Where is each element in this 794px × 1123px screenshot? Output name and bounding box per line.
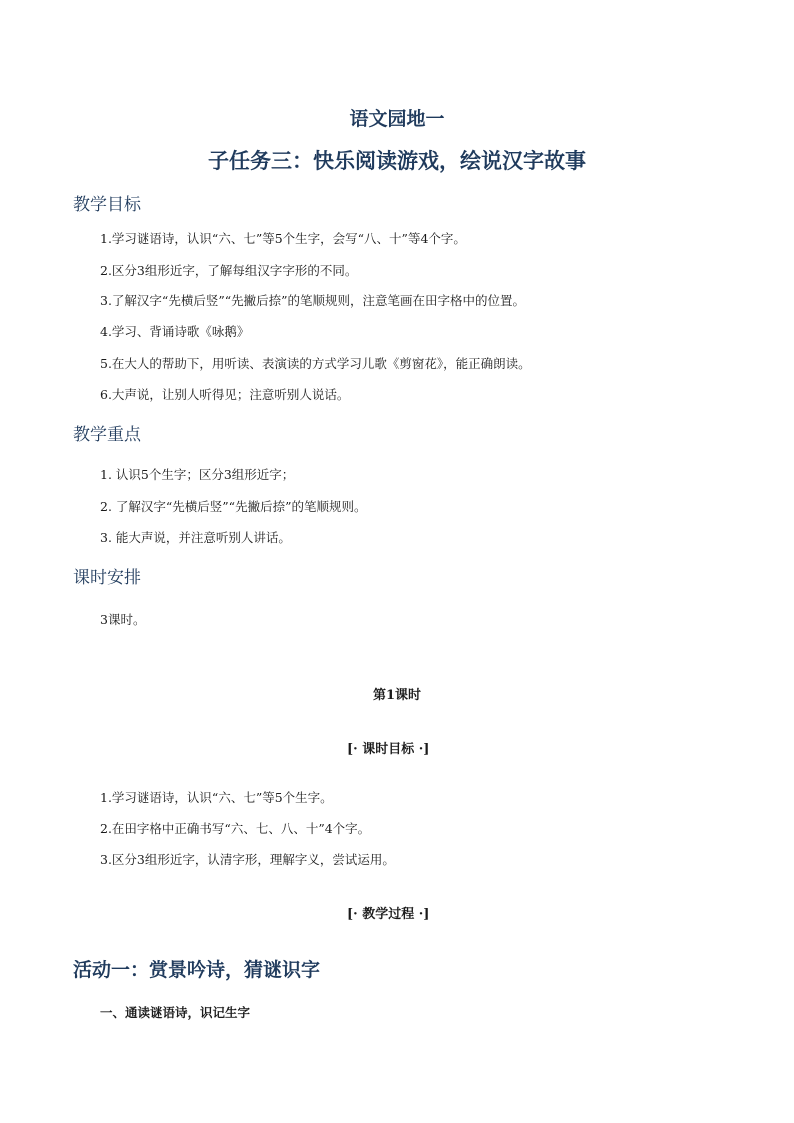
section-heading-schedule: 课时安排 (73, 568, 141, 588)
lesson-goal-item: 1.学习谜语诗，认识“六、七”等5个生字。 (100, 790, 333, 805)
goal-item: 6.大声说，让别人听得见；注意听别人说话。 (100, 387, 350, 402)
activity-heading: 活动一：赏景吟诗，猜谜识字 (73, 959, 321, 981)
activity-step: 一、通读谜语诗，识记生字 (100, 1005, 251, 1020)
goal-item: 1.学习谜语诗，认识“六、七”等5个生字，会写“八、十”等4个字。 (100, 231, 466, 246)
section-heading-goals: 教学目标 (73, 195, 141, 215)
goal-item: 5.在大人的帮助下，用听读、表演读的方式学习儿歌《剪窗花》，能正确朗读。 (100, 356, 531, 371)
lesson-heading: 第1课时 (372, 688, 422, 703)
schedule-text: 3课时。 (100, 612, 146, 627)
lesson-process-label: [· 教学过程 ·] (347, 907, 430, 922)
document-subtitle: 子任务三：快乐阅读游戏，绘说汉字故事 (208, 148, 586, 173)
keypoint-item: 1. 认识5个生字；区分3组形近字； (100, 467, 295, 482)
goal-item: 3.了解汉字“先横后竖”“先撇后捺”的笔顺规则，注意笔画在田字格中的位置。 (100, 293, 525, 308)
keypoint-item: 3. 能大声说，并注意听别人讲话。 (100, 530, 291, 545)
lesson-goals-label: [· 课时目标 ·] (347, 742, 430, 757)
goal-item: 2.区分3组形近字，了解每组汉字字形的不同。 (100, 263, 358, 278)
lesson-goal-item: 3.区分3组形近字，认清字形，理解字义，尝试运用。 (100, 852, 395, 867)
section-heading-keypoints: 教学重点 (73, 425, 141, 445)
goal-item: 4.学习、背诵诗歌《咏鹅》 (100, 324, 250, 339)
lesson-goal-item: 2.在田字格中正确书写“六、七、八、十”4个字。 (100, 821, 371, 836)
keypoint-item: 2. 了解汉字“先横后竖”“先撇后捺”的笔顺规则。 (100, 499, 367, 514)
document-title: 语文园地一 (349, 108, 445, 130)
